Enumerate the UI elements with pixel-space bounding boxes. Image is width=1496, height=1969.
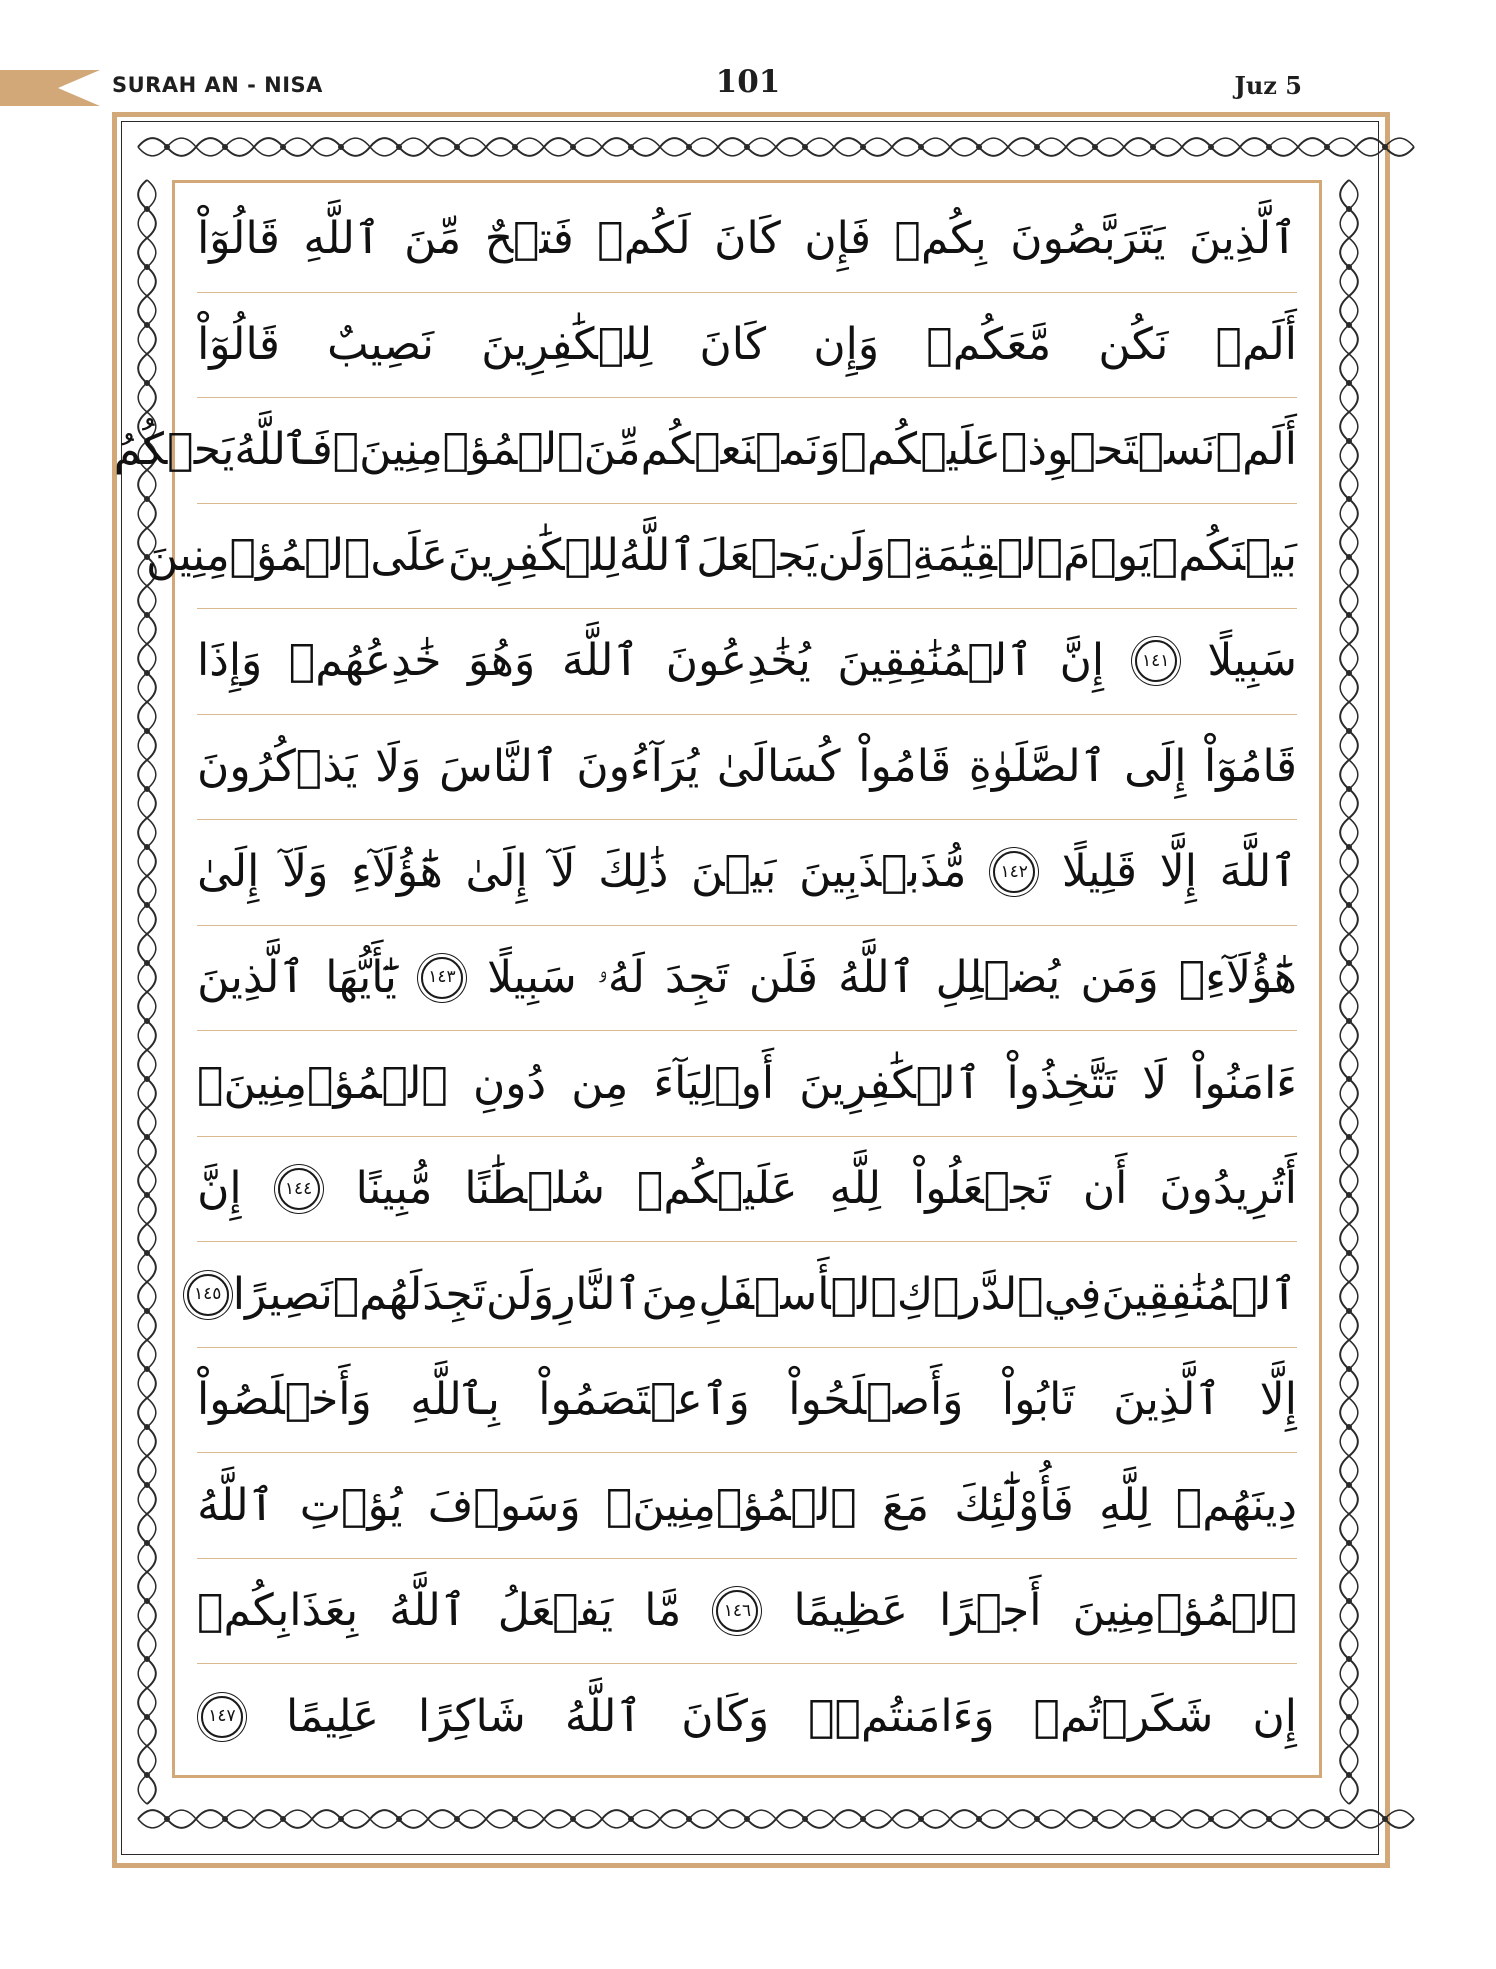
arabic-word: سَبِيلًا: [487, 951, 577, 1003]
arabic-word: يُرَآءُونَ: [576, 740, 700, 792]
arabic-word: وَإِن: [813, 318, 880, 370]
arabic-word: نَسۡتَحۡوِذۡ: [1000, 424, 1216, 476]
arabic-word: سَبِيلًا: [1207, 635, 1297, 687]
arabic-word: سُلۡطَٰنًا: [464, 1163, 605, 1215]
arabic-word: فَإِن: [804, 213, 872, 265]
ornament-border-bottom: [128, 1798, 1370, 1840]
arabic-word: تَابُواْ: [1001, 1374, 1075, 1426]
arabic-word: ٱلصَّلَوٰةِ: [968, 740, 1107, 792]
ayah-number-marker: ١٤٦: [716, 1590, 758, 1632]
arabic-word: مُّذَبۡذَبِينَ: [799, 846, 967, 898]
text-line: [197, 1348, 1297, 1454]
ayah-number-marker: ١٤٥: [187, 1274, 229, 1316]
arabic-word: وَلَآ: [282, 846, 329, 898]
arabic-word: قَلِيلًا: [1061, 846, 1137, 898]
arabic-word: عَلِيمًا: [286, 1690, 379, 1742]
ornament-border-top: [128, 126, 1370, 168]
arabic-word: ٱللَّهُ: [197, 1479, 275, 1531]
arabic-word: ٱلۡمُنَٰفِقِينَ: [837, 635, 1033, 687]
arabic-word: شَاكِرًا: [418, 1690, 526, 1742]
arabic-word: يَٰٓأَيُّهَا: [325, 951, 397, 1003]
arabic-word: وَهُوَ: [468, 635, 536, 687]
text-lines: [113, 187, 1297, 1769]
arabic-word: فَأُوْلَٰٓئِكَ: [954, 1479, 1074, 1531]
text-line: [197, 187, 1297, 293]
arabic-word: ٱلۡمُؤۡمِنِينَۚ: [197, 1057, 448, 1109]
arabic-word: قَالُوٓاْ: [197, 318, 280, 370]
surah-name: SURAH AN - NISA: [112, 73, 323, 97]
ayah-number-marker: ١٤٣: [421, 957, 463, 999]
text-line: [146, 504, 1297, 610]
arabic-word: ٱلنَّارِ: [554, 1268, 642, 1320]
arabic-word: وَسَوۡفَ: [427, 1479, 581, 1531]
arabic-word: وَمَن: [1080, 951, 1159, 1003]
arabic-word: أَلَمۡ: [1215, 318, 1297, 370]
arabic-word: تَجِدَ: [422, 1268, 487, 1320]
arabic-word: أَلَمۡ: [1215, 424, 1297, 476]
arabic-word: ٱلۡمُؤۡمِنِينَ: [146, 529, 371, 581]
arabic-word: بِعَذَابِكُمۡ: [197, 1585, 359, 1637]
arabic-word: يُؤۡتِ: [299, 1479, 403, 1531]
arabic-word: مِنَ: [641, 1268, 699, 1320]
arabic-word: لِلَّهِ: [1099, 1479, 1151, 1531]
arabic-word: كَانَ: [699, 318, 767, 370]
arabic-word: أَن: [1082, 1163, 1128, 1215]
arabic-word: لَهُۥ: [596, 951, 645, 1003]
arabic-word: لِلۡكَٰفِرِينَ: [447, 529, 619, 581]
arabic-word: ٱلۡأَسۡفَلِ: [698, 1268, 897, 1320]
arabic-word: ٱلۡكَٰفِرِينَ: [799, 1057, 982, 1109]
arabic-word: يَتَرَبَّصُونَ: [1010, 213, 1166, 265]
arabic-word: وَلَا: [375, 740, 422, 792]
arabic-word: وَأَخۡلَصُواْ: [197, 1374, 372, 1426]
arabic-word: وَلَن: [486, 1268, 555, 1320]
arabic-word: إِلَّا: [1259, 1374, 1297, 1426]
arabic-word: ٱلۡمُؤۡمِنِينَ: [1072, 1585, 1297, 1637]
arabic-word: ٱلنَّاسَ: [439, 740, 559, 792]
ornament-border-right: [1328, 170, 1370, 1796]
page-number: 101: [715, 64, 781, 100]
arabic-word: يَجۡعَلَ: [696, 529, 818, 581]
arabic-word: ٱلدَّرۡكِ: [896, 1268, 1044, 1320]
text-line: [197, 293, 1297, 399]
arabic-word: شَكَرۡتُمۡ: [1033, 1690, 1214, 1742]
arabic-word: ٱللَّهُ: [618, 529, 697, 581]
arabic-word: يُضۡلِلِ: [935, 951, 1061, 1003]
arabic-word: مُّبِينًا: [355, 1163, 433, 1215]
arabic-word: نَصِيبٌ: [327, 318, 435, 370]
arabic-word: وَءَامَنتُمۡۚ: [808, 1690, 995, 1742]
arabic-word: لَآ: [550, 846, 576, 898]
arabic-word: تَتَّخِذُواْ: [1006, 1057, 1117, 1109]
arabic-word: ٱللَّهِ: [303, 213, 381, 265]
text-line: [197, 926, 1297, 1032]
arabic-word: ٱللَّهَ: [1219, 846, 1297, 898]
arabic-word: إِلَّا: [1159, 846, 1197, 898]
arabic-word: إِنَّ: [1059, 635, 1105, 687]
arabic-word: أَوۡلِيَآءَ: [653, 1057, 775, 1109]
text-line: [194, 1242, 1297, 1348]
arabic-word: دِينَهُمۡ: [1175, 1479, 1297, 1531]
arabic-word: مَّا: [644, 1585, 682, 1637]
arabic-word: أَتُرِيدُونَ: [1159, 1163, 1297, 1215]
juz-label: Juz 5: [1234, 71, 1302, 100]
arabic-word: ءَامَنُواْ: [1192, 1057, 1297, 1109]
ornament-border-left: [126, 170, 168, 1796]
arabic-word: مِن: [571, 1057, 629, 1109]
quran-text-panel: [113, 180, 1322, 1778]
arabic-word: بِٱللَّهِ: [410, 1374, 500, 1426]
text-line: [197, 715, 1297, 821]
arabic-word: ٱلۡقِيَٰمَةِۗ: [885, 529, 1064, 581]
arabic-word: لَهُمۡ: [332, 1268, 423, 1320]
text-line: [197, 820, 1297, 926]
arabic-word: فَٱللَّهُ: [234, 424, 333, 476]
arabic-word: قَالُوٓاْ: [197, 213, 280, 265]
arabic-word: وَٱعۡتَصَمُواْ: [538, 1374, 750, 1426]
arabic-word: إِلَىٰ: [197, 846, 260, 898]
arabic-word: ٱللَّهُ: [389, 1585, 467, 1637]
text-line: [197, 1031, 1297, 1137]
text-line: [197, 1664, 1297, 1769]
arabic-word: نَكُن: [1098, 318, 1169, 370]
arabic-word: ٱلۡمُؤۡمِنِينَۚ: [332, 424, 584, 476]
text-line: [197, 1137, 1297, 1243]
arabic-word: عَلَيۡكُمۡ: [636, 1163, 798, 1215]
arabic-word: ٱللَّهَ: [561, 635, 640, 687]
arabic-word: تَجِدَ: [665, 951, 729, 1003]
arabic-word: نَصِيرًا: [232, 1268, 333, 1320]
arabic-word: إِلَى: [1124, 740, 1187, 792]
arabic-word: مِّنَ: [583, 424, 641, 476]
arabic-word: يُخَٰدِعُونَ: [665, 635, 811, 687]
arabic-word: لِلَّهِ: [829, 1163, 882, 1215]
arabic-word: تَجۡعَلُواْ: [913, 1163, 1051, 1215]
arabic-word: لِلۡكَٰفِرِينَ: [481, 318, 653, 370]
page-header: [0, 0, 1496, 115]
arabic-word: ذَٰلِكَ: [598, 846, 669, 898]
arabic-word: بَيۡنَكُمۡ: [1151, 529, 1297, 581]
arabic-word: يَوۡمَ: [1063, 529, 1152, 581]
arabic-word: مِّنَ: [404, 213, 462, 265]
ayah-number-marker: ١٤١: [1135, 640, 1177, 682]
text-line: [197, 1559, 1297, 1665]
arabic-word: ٱلۡمُؤۡمِنِينَۖ: [605, 1479, 857, 1531]
arabic-word: بَيۡنَ: [690, 846, 777, 898]
arabic-word: دُونِ: [472, 1057, 547, 1109]
arabic-word: وَكَانَ: [681, 1690, 770, 1742]
ayah-number-marker: ١٤٤: [278, 1168, 320, 1210]
arabic-word: كَانَ: [714, 213, 781, 265]
arabic-word: هَٰٓؤُلَآءِۚ: [1178, 951, 1297, 1003]
text-line: [197, 609, 1297, 715]
arabic-word: وَأَصۡلَحُواْ: [788, 1374, 964, 1426]
arabic-word: ٱلَّذِينَ: [1188, 213, 1297, 265]
arabic-word: قَامُوٓاْ: [1204, 740, 1297, 792]
arabic-word: قَامُواْ: [858, 740, 952, 792]
arabic-word: فِي: [1043, 1268, 1102, 1320]
arabic-word: بِكُمۡ: [894, 213, 987, 265]
arabic-word: عَظِيمًا: [793, 1585, 908, 1637]
ayah-number-marker: ١٤٢: [993, 851, 1035, 893]
arabic-word: إِن: [1252, 1690, 1297, 1742]
arabic-word: مَّعَكُمۡ: [926, 318, 1052, 370]
arabic-word: لَا: [1142, 1057, 1168, 1109]
arabic-word: لَكُمۡ: [597, 213, 691, 265]
arabic-word: وَنَمۡنَعۡكُم: [640, 424, 841, 476]
arabic-word: وَلَن: [817, 529, 886, 581]
arabic-word: يَذۡكُرُونَ: [197, 740, 358, 792]
arabic-word: خَٰدِعُهُمۡ: [288, 635, 442, 687]
arabic-word: وَإِذَا: [197, 635, 263, 687]
arabic-word: أَجۡرًا: [939, 1585, 1042, 1637]
arabic-word: ٱللَّهُ: [838, 951, 916, 1003]
arabic-word: إِنَّ: [197, 1163, 242, 1215]
arabic-word: هَٰٓؤُلَآءِ: [351, 846, 443, 898]
arabic-word: عَلَيۡكُمۡ: [840, 424, 1001, 476]
arabic-word: فَتۡحٌ: [484, 213, 574, 265]
ayah-number-marker: ١٤٧: [201, 1696, 243, 1738]
text-line: [197, 1453, 1297, 1559]
arabic-word: ٱلۡمُنَٰفِقِينَ: [1101, 1268, 1297, 1320]
arabic-word: إِلَىٰ: [465, 846, 528, 898]
text-line: [113, 398, 1297, 504]
arabic-word: يَفۡعَلُ: [497, 1585, 614, 1637]
arabic-word: عَلَى: [370, 529, 448, 581]
arabic-word: ٱلَّذِينَ: [197, 951, 306, 1003]
arabic-word: مَعَ: [882, 1479, 930, 1531]
arabic-word: ٱللَّهُ: [564, 1690, 643, 1742]
arabic-word: فَلَن: [748, 951, 819, 1003]
arabic-word: ٱلَّذِينَ: [1113, 1374, 1222, 1426]
arabic-word: كُسَالَىٰ: [716, 740, 841, 792]
chapter-tab-arrow: [0, 70, 100, 106]
arabic-word: يَحۡكُمُ: [113, 424, 235, 476]
